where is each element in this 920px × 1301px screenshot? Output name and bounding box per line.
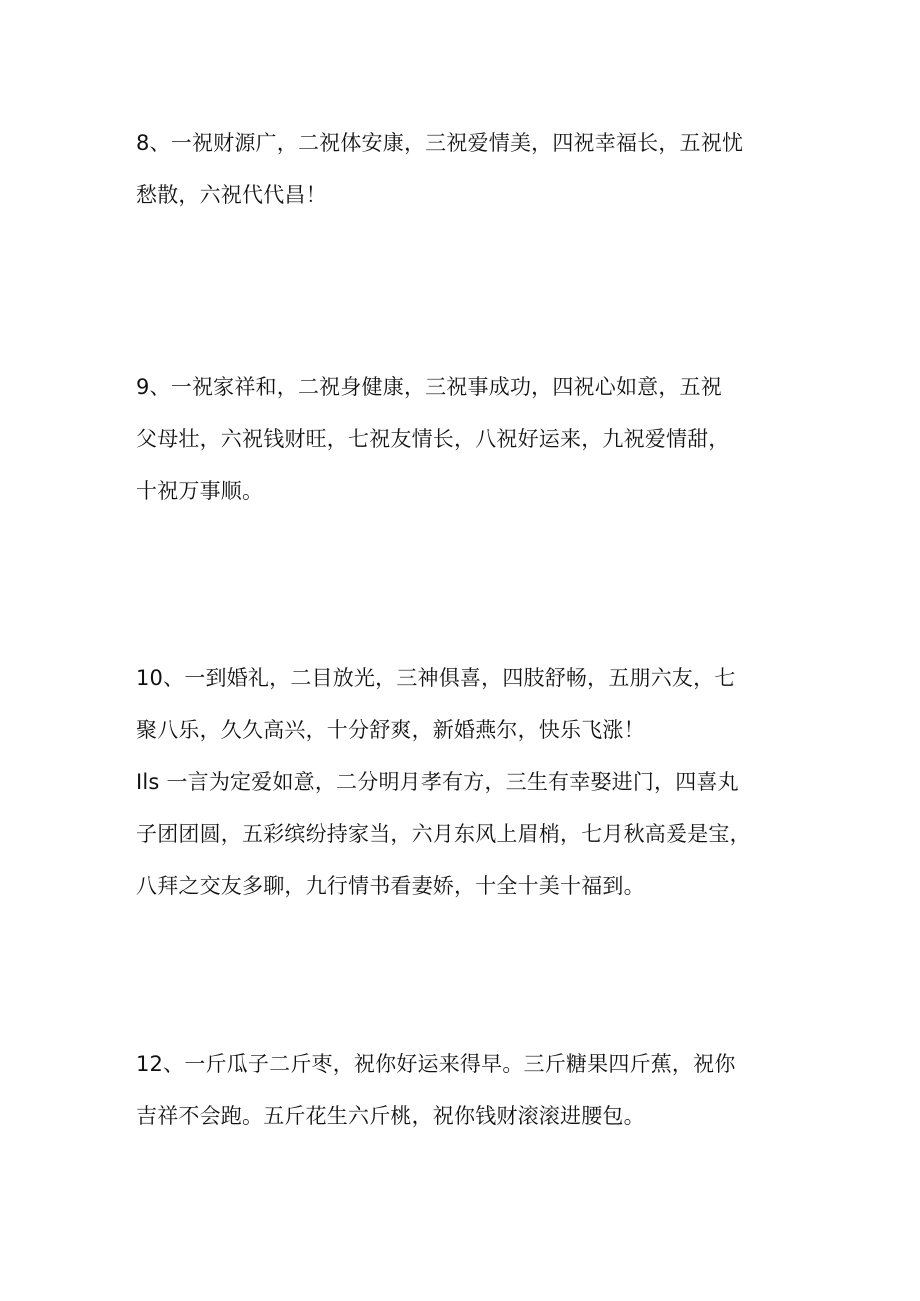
paragraph-line: 愁散，六祝代代昌！ <box>136 183 327 207</box>
paragraph-line: 子团团圆，五彩缤纷持家当，六月东风上眉梢，七月秋高爰是宝， <box>136 822 751 846</box>
paragraph-line: 10、一到婚礼，二目放光，三神俱喜，四肢舒畅，五朋六友，七 <box>136 666 736 690</box>
paragraph-10 <box>136 652 796 912</box>
paragraph-8 <box>136 117 796 221</box>
paragraph-line: 父母壮，六祝钱财旺，七祝友情长，八祝好运来，九祝爱情甜， <box>136 427 730 451</box>
paragraph-line: 9、一祝家祥和，二祝身健康，三祝事成功，四祝心如意，五祝 <box>136 375 722 399</box>
paragraph-line: 12、一斤瓜子二斤枣，祝你好运来得早。三斤糖果四斤蕉，祝你 <box>136 1052 736 1076</box>
paragraph-12 <box>136 1038 796 1142</box>
paragraph-line: 八拜之交友多聊，九行情书看妻娇，十全十美十福到。 <box>136 874 645 898</box>
paragraph-9 <box>136 361 796 517</box>
paragraph-line: 十祝万事顺。 <box>136 479 264 503</box>
paragraph-line: 聚八乐，久久高兴，十分舒爽，新婚燕尔，快乐飞涨！ <box>136 718 645 742</box>
paragraph-line: 8、一祝财源广，二祝体安康，三祝爱情美，四祝幸福长，五祝忧 <box>136 131 744 155</box>
paragraph-line: Ils 一言为定爱如意，二分明月孝有方，三生有幸娶进门，四喜丸 <box>136 770 739 794</box>
paragraph-line: 吉祥不会跑。五斤花生六斤桃，祝你钱财滚滚进腰包。 <box>136 1104 645 1128</box>
